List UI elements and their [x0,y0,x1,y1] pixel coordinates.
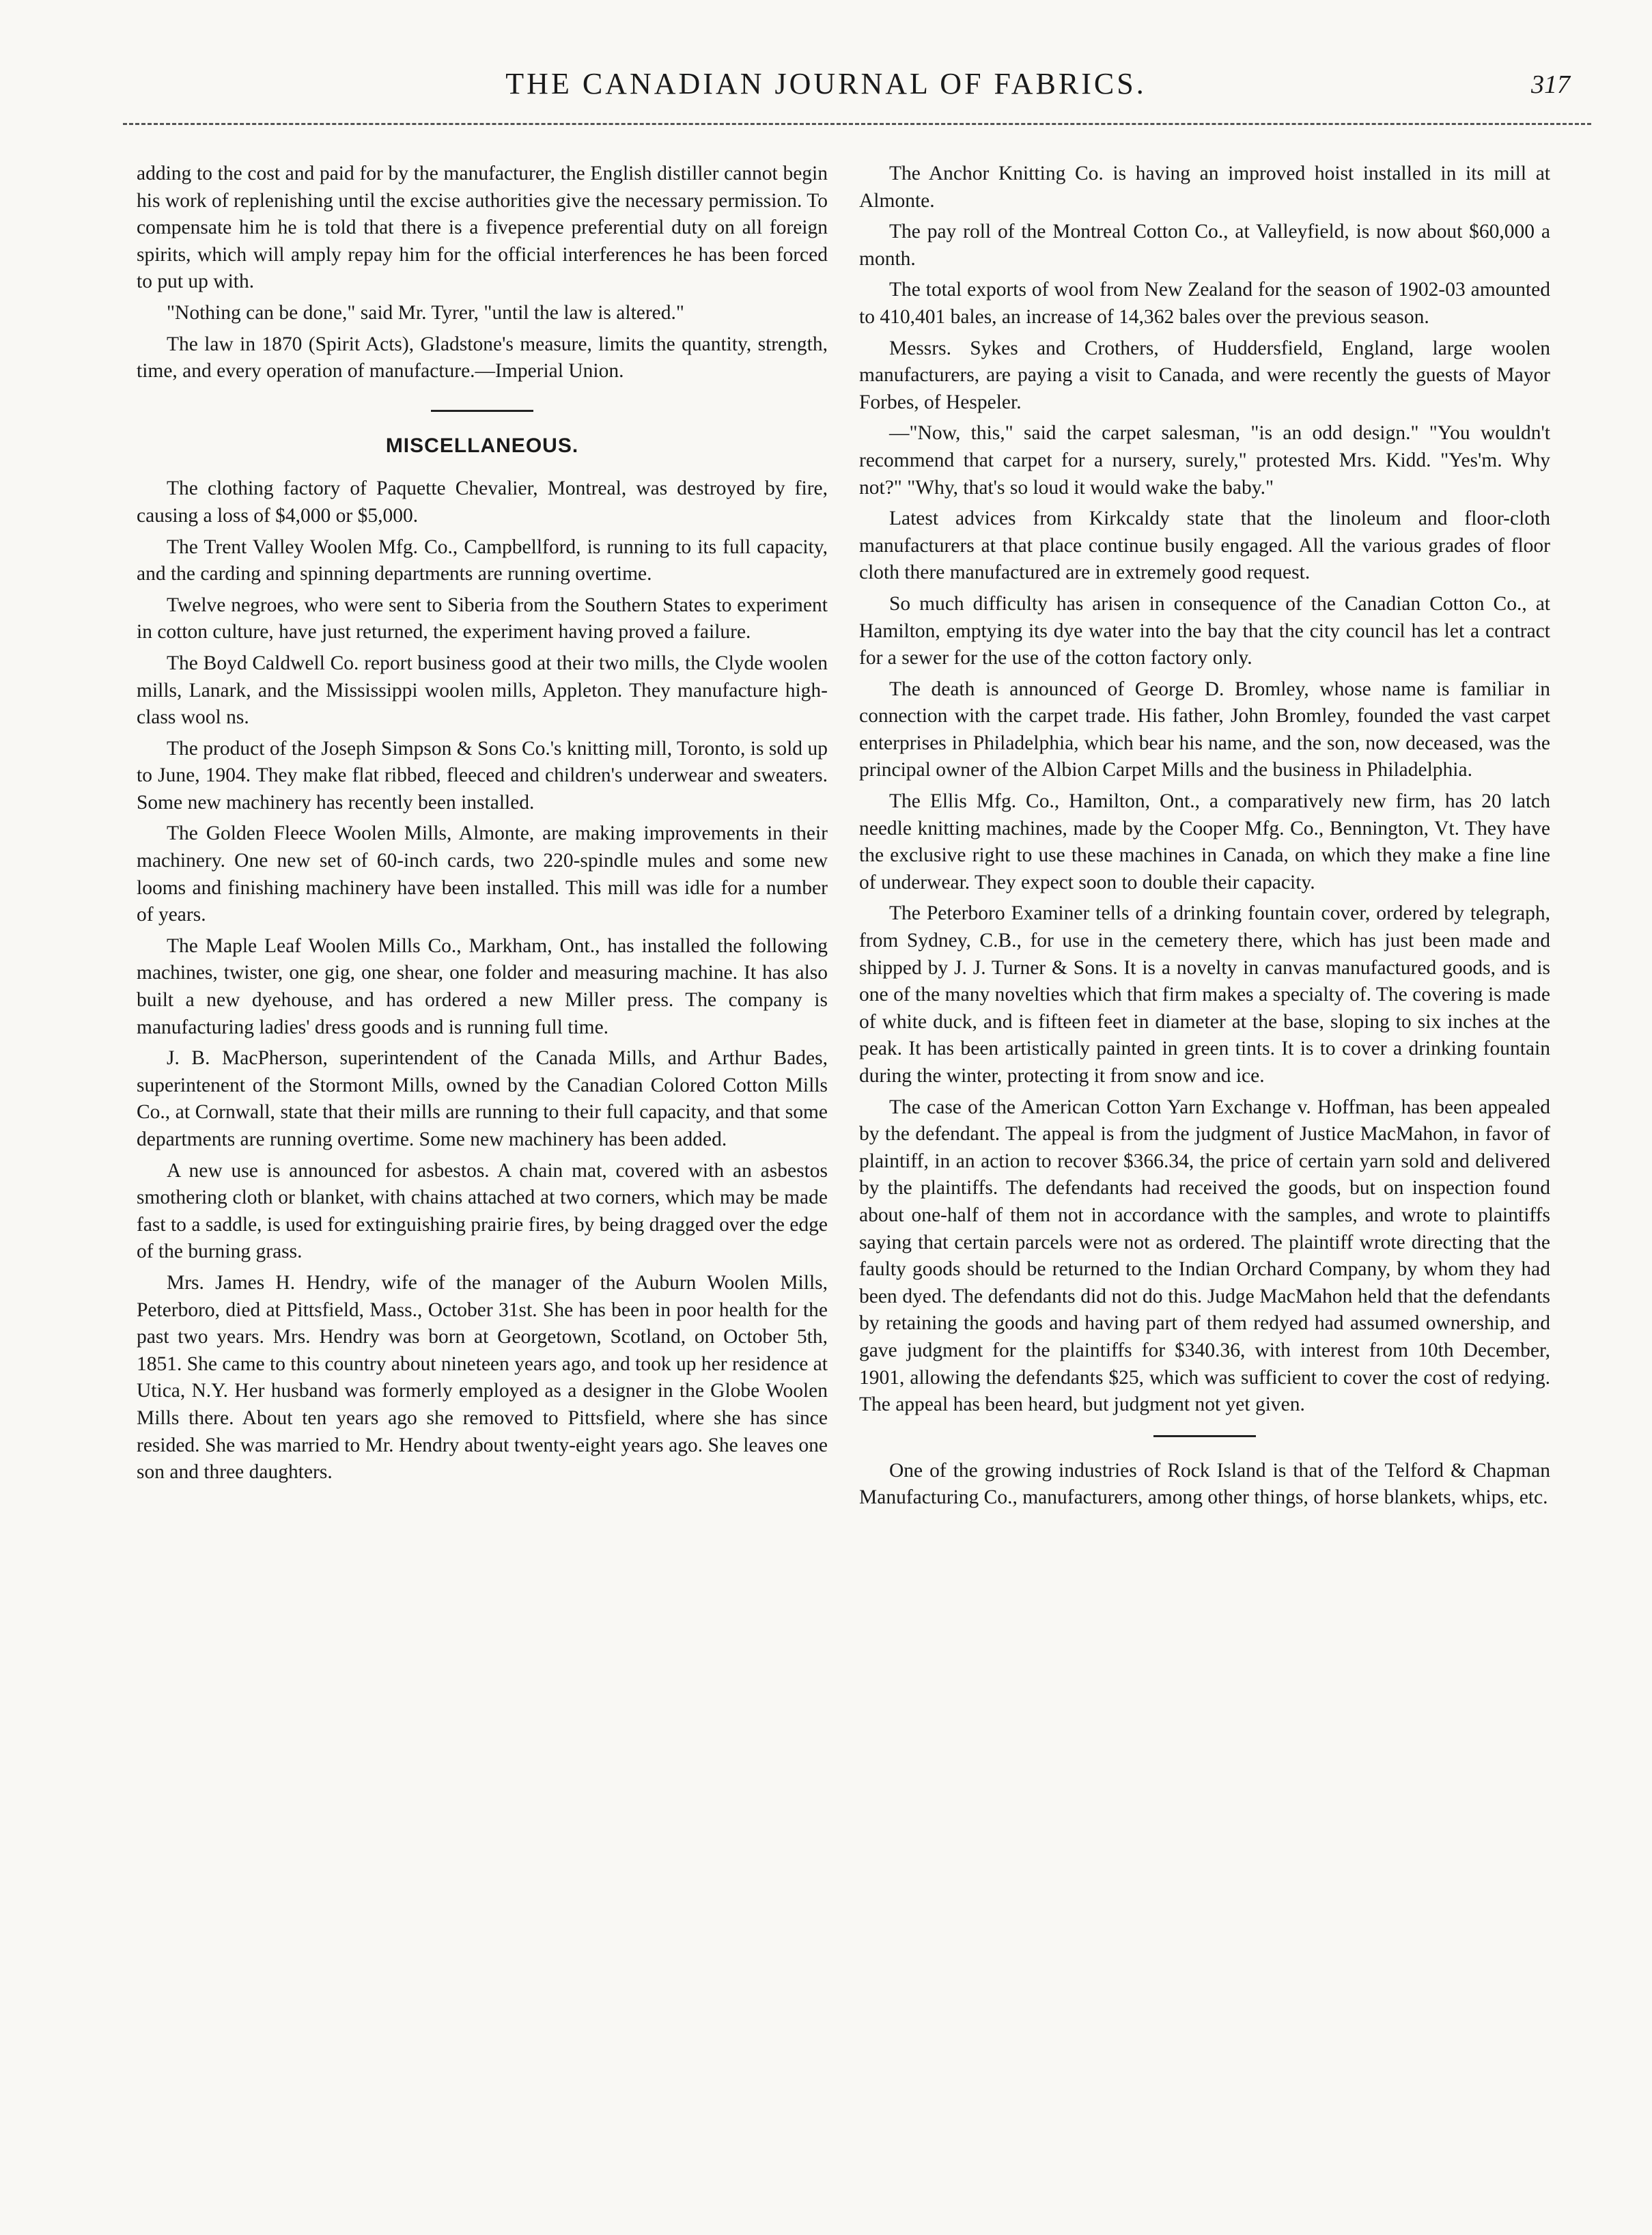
section-title: MISCELLANEOUS. [385,434,579,457]
section-divider [1153,1435,1256,1437]
header-rule [123,123,1591,125]
news-item: J. B. MacPherson, superintendent of the Canada Mills, and Arthur Bades, superintenent of the Stormont Mills, owned by the Canadian Colored Cotton Mills Co., at Cornwall, state that their mills are running to their full capacity, and that some departments are running overtime. Some new machinery has been added. [137,1047,828,1150]
news-item: A new use is announced for asbestos. A chain mat, covered with an asbestos smothering cloth or blanket, with chains attached at two corners, which may be made fast to a saddle, is used for extinguishing prairie fires, by being dragged over the edge of the burning grass. [137,1159,828,1263]
article-paragraph: "Nothing can be done," said Mr. Tyrer, "until the law is altered." [167,301,684,324]
page-number: 317 [1531,70,1570,99]
news-item: Messrs. Sykes and Crothers, of Huddersfield, England, large woolen manufacturers, are paying a visit to Canada, and were recently the guests of Mayor Forbes, of Hespeler. [859,337,1550,413]
news-item: —"Now, this," said the carpet salesman, "is an odd design." "You wouldn't recommend that carpet for a nursery, surely," protested Mrs. Kidd. "Yes'm. Why not?" "Why, that's so loud it would wake the baby." [859,422,1550,499]
news-item: The total exports of wool from New Zealand for the season of 1902-03 amounted to 410,401 bales, an increase of 14,362 bales over the previous season. [859,279,1550,328]
news-item: The clothing factory of Paquette Chevalier, Montreal, was destroyed by fire, causing a loss of $4,000 or $5,000. [137,477,828,527]
news-item: The death is announced of George D. Bromley, whose name is familiar in connection with the carpet trade. His father, John Bromley, founded the vast carpet enterprises in Philadelphia, which bear his name, and the son, now deceased, was the principal owner of the Albion Carpet Mills and the business in Philadelphia. [859,678,1550,781]
news-item: The case of the American Cotton Yarn Exchange v. Hoffman, has been appealed by the defendant. The appeal is from the judgment of Justice MacMahon, in favor of plaintiff, in an action to recover $366.34, the price of certain yarn sold and delivered by the plaintiffs. The defendants had received the goods, but on inspection found about one-half of them not in accordance with the samples, and wrote to plaintiffs saying that certain parcels were not as ordered. The plaintiff wrote directing that the faulty goods should be returned to the Indian Orchard Company, by whom they had been dyed. The defendants did not do this. Judge MacMahon held that the defendants by retaining the goods and having part of them redyed had assumed ownership, and gave judgment for the plaintiffs for $340.36, with interest from 10th December, 1901, allowing the defendants $25, which was sufficient to cover the cost of redying. The appeal has been heard, but judgment not yet given. [859,1096,1550,1416]
news-item: Latest advices from Kirkcaldy state that the linoleum and floor-cloth manufacturers at that place continue busily engaged. All the various grades of floor cloth there manufactured are in extremely good request. [859,508,1550,584]
news-item: The Maple Leaf Woolen Mills Co., Markham, Ont., has installed the following machines, twister, one gig, one shear, one folder and measuring machine. It has also built a new dyehouse, and has ordered a new Miller press. The company is manufacturing ladies' dress goods and is running full time. [137,934,828,1038]
closing-news-item: One of the growing industries of Rock Island is that of the Telford & Chapman Manufacturing Co., manufacturers, among other things, of horse blankets, whips, etc. [859,1459,1550,1509]
left-column [137,161,828,1490]
news-item: Twelve negroes, who were sent to Siberia from the Southern States to experiment in cotton culture, have just returned, the experiment having proved a failure. [137,594,828,643]
news-item: The Boyd Caldwell Co. report business good at their two mills, the Clyde woolen mills, Lanark, and the Mississippi woolen mills, Appleton. They manufacture high-class wool ns. [137,652,828,729]
article-paragraph: The law in 1870 (Spirit Acts), Gladstone's measure, limits the quantity, strength, time, and every operation of manufacture.—Imperial Union. [137,333,828,383]
right-column [859,161,1550,1516]
article-continuation-paragraph: adding to the cost and paid for by the manufacturer, the English distiller cannot begin his work of replenishing until the excise authorities give the necessary permission. To compensate him he is told that there is a fivepence preferential duty on all foreign spirits, which will amply repay him for the official interferences he has been forced to put up with. [137,163,828,293]
news-item: The Peterboro Examiner tells of a drinking fountain cover, ordered by telegraph, from Sydney, C.B., for use in the cemetery there, which has just been made and shipped by J. J. Turner & Sons. It is a novelty in canvas manufactured goods, and is one of the many novelties which that firm makes a specialty of. The covering is made of white duck, and is fifteen feet in diameter at the base, sloping to six inches at the peak. It has been artistically painted in green tints. It is to cover a drinking fountain during the winter, protecting it from snow and ice. [859,902,1550,1087]
news-item: The Golden Fleece Woolen Mills, Almonte, are making improvements in their machinery. One new set of 60-inch cards, two 220-spindle mules and some new looms and finishing machinery have been installed. This mill was idle for a number of years. [137,822,828,926]
section-divider [431,410,533,412]
news-item: The Trent Valley Woolen Mfg. Co., Campbellford, is running to its full capacity, and the carding and spinning departments are running overtime. [137,536,828,585]
news-item: Mrs. James H. Hendry, wife of the manager of the Auburn Woolen Mills, Peterboro, died at Pittsfield, Mass., October 31st. She has been in poor health for the past two years. Mrs. Hendry was born at Georgetown, Scotland, on October 5th, 1851. She came to this country about nineteen years ago, and took up her residence at Utica, N.Y. Her husband was formerly employed as a designer in the Globe Woolen Mills there. About ten years ago she removed to Pittsfield, where she has since resided. She was married to Mr. Hendry about twenty-eight years ago. She leaves one son and three daughters. [137,1271,828,1484]
page-header [0,67,1652,115]
news-item: The pay roll of the Montreal Cotton Co., at Valleyfield, is now about $60,000 a month. [859,221,1550,270]
news-item: So much difficulty has arisen in consequence of the Canadian Cotton Co., at Hamilton, emptying its dye water into the bay that the city council has let a contract for a sewer for the use of the cotton factory only. [859,592,1550,669]
news-item: The Ellis Mfg. Co., Hamilton, Ont., a comparatively new firm, has 20 latch needle knitting machines, made by the Cooper Mfg. Co., Bennington, Vt. They have the exclusive right to use these machines in Canada, on which they make a fine line of underwear. They expect soon to double their capacity. [859,790,1550,893]
journal-title: THE CANADIAN JOURNAL OF FABRICS. [505,67,1147,100]
news-item: The product of the Joseph Simpson & Sons Co.'s knitting mill, Toronto, is sold up to June, 1904. They make flat ribbed, fleeced and children's underwear and sweaters. Some new machinery has recently been installed. [137,737,828,814]
news-item: The Anchor Knitting Co. is having an improved hoist installed in its mill at Almonte. [859,163,1550,212]
